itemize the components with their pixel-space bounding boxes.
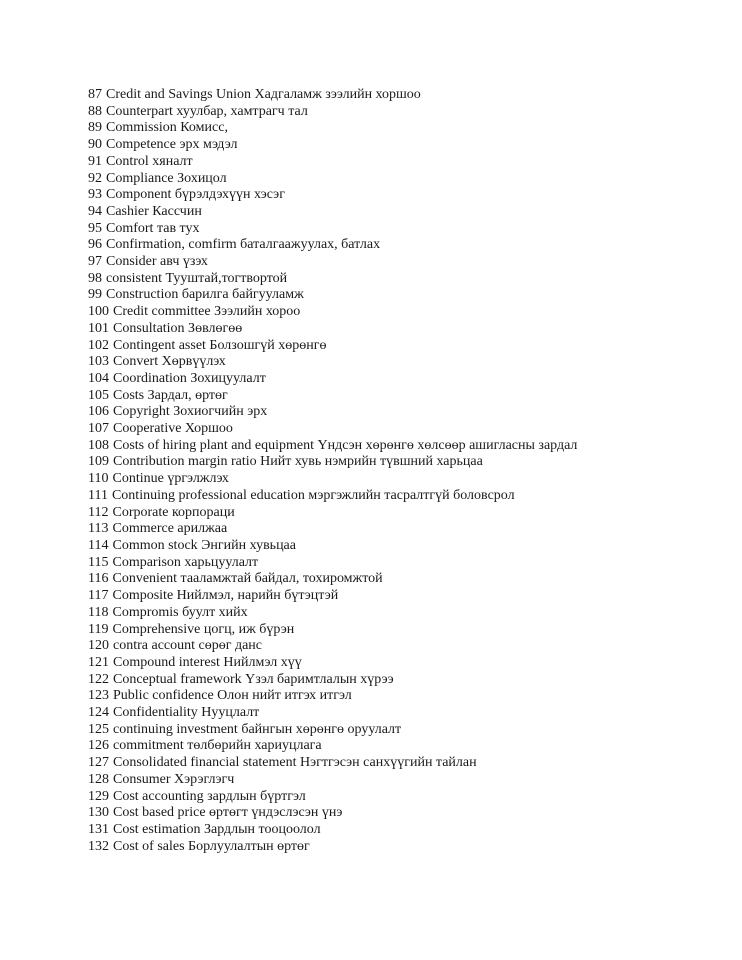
- glossary-entry: [88, 187, 577, 204]
- entry-number: 115: [88, 554, 109, 570]
- glossary-entry: [88, 488, 577, 505]
- glossary-entry: [88, 538, 577, 555]
- entry-number: 120: [88, 638, 109, 654]
- glossary-entry: [88, 454, 577, 471]
- glossary-entry: [88, 287, 577, 304]
- entry-number: 95: [88, 220, 102, 236]
- entry-text: Costs of hiring plant and equipment Үндсэн хөрөнгө хөлсөөр ашигласны зардал: [113, 437, 578, 453]
- entry-text: Corporate корпораци: [112, 504, 235, 520]
- entry-text: Confirmation, comfirm баталгаажуулах, батлах: [106, 237, 381, 253]
- entry-text: Convert Хөрвүүлэх: [113, 354, 226, 370]
- entry-text: Cost of sales Борлуулалтын өртөг: [113, 838, 310, 854]
- glossary-entry: [88, 154, 577, 171]
- glossary-entry: [88, 688, 577, 705]
- entry-text: Consolidated financial statement Нэгтгэсэн санхүүгийн тайлан: [113, 755, 477, 771]
- entry-text: Contribution margin ratio Нийт хувь нэмрийн түвшний харьцаа: [113, 454, 483, 470]
- entry-number: 107: [88, 421, 109, 437]
- glossary-entry: [88, 588, 577, 605]
- entry-text: Convenient тааламжтай байдал, тохиромжтой: [112, 571, 383, 587]
- entry-number: 92: [88, 170, 102, 186]
- entry-text: Continue үргэлжлэх: [112, 471, 229, 487]
- entry-text: Commission Комисс,: [106, 120, 228, 136]
- entry-text: Cost accounting зардлын бүртгэл: [113, 788, 306, 804]
- entry-number: 104: [88, 370, 109, 386]
- glossary-entry: [88, 839, 577, 856]
- entry-text: commitment төлбөрийн хариуцлага: [113, 738, 322, 754]
- entry-text: Counterpart хуулбар, хамтрагч тал: [106, 103, 308, 119]
- entry-text: Consultation Зөвлөгөө: [113, 320, 243, 336]
- entry-number: 116: [88, 571, 109, 587]
- entry-text: Compound interest Нийлмэл хүү: [113, 654, 302, 670]
- glossary-entry: [88, 354, 577, 371]
- entry-number: 109: [88, 454, 109, 470]
- entry-number: 114: [88, 537, 109, 553]
- entry-text: Copyright Зохиогчийн эрх: [113, 404, 268, 420]
- glossary-entry: [88, 605, 577, 622]
- entry-text: Cooperative Хоршоо: [113, 421, 233, 437]
- glossary-entry: [88, 789, 577, 806]
- entry-number: 101: [88, 320, 109, 336]
- entry-number: 91: [88, 153, 102, 169]
- entry-number: 108: [88, 437, 109, 453]
- entry-text: Compliance Зохицол: [106, 170, 227, 186]
- glossary-entry: [88, 555, 577, 572]
- entry-text: consistent Тууштай,тогтвортой: [106, 270, 288, 286]
- glossary-entry: [88, 571, 577, 588]
- glossary-entry: [88, 638, 577, 655]
- entry-text: Continuing professional education мэргэжлийн тасралтгүй боловсрол: [111, 487, 515, 503]
- entry-text: Comfort тав тух: [106, 220, 200, 236]
- glossary-entry: [88, 221, 577, 238]
- entry-number: 128: [88, 771, 109, 787]
- glossary-entry: [88, 321, 577, 338]
- entry-number: 103: [88, 354, 109, 370]
- entry-text: continuing investment байнгын хөрөнгө оруулалт: [113, 721, 402, 737]
- entry-text: Consider авч үзэх: [106, 254, 208, 270]
- entry-number: 94: [88, 203, 102, 219]
- entry-text: Confidentiality Нууцлалт: [113, 705, 260, 721]
- entry-text: Credit and Savings Union Хадгаламж зээлийн хоршоо: [106, 87, 421, 102]
- entry-number: 119: [88, 621, 109, 637]
- entry-number: 125: [88, 721, 109, 737]
- entry-number: 111: [88, 487, 108, 503]
- entry-number: 112: [88, 504, 109, 520]
- entry-text: Credit committee Зээлийн хороо: [113, 304, 301, 320]
- glossary-entry: [88, 471, 577, 488]
- glossary-entry: [88, 755, 577, 772]
- entry-number: 124: [88, 705, 109, 721]
- glossary-entry: [88, 438, 577, 455]
- entry-number: 87: [88, 87, 102, 102]
- entry-text: Competence эрх мэдэл: [106, 137, 238, 153]
- entry-text: Commerce арилжаа: [112, 521, 228, 537]
- entry-number: 127: [88, 755, 109, 771]
- entry-text: Control хяналт: [106, 153, 193, 169]
- glossary-entry: [88, 705, 577, 722]
- glossary-entry: [88, 505, 577, 522]
- entry-number: 100: [88, 304, 109, 320]
- entry-number: 129: [88, 788, 109, 804]
- entry-number: 93: [88, 187, 102, 203]
- glossary-entry: [88, 521, 577, 538]
- glossary-entry: [88, 404, 577, 421]
- entry-number: 113: [88, 521, 109, 537]
- entry-text: Consumer Хэрэглэгч: [113, 771, 235, 787]
- entry-text: Comprehensive цогц, иж бүрэн: [112, 621, 295, 637]
- glossary-entry: [88, 254, 577, 271]
- entry-text: Construction барилга байгууламж: [106, 287, 304, 303]
- entry-number: 126: [88, 738, 109, 754]
- entry-text: Composite Нийлмэл, нарийн бүтэцтэй: [112, 588, 339, 604]
- glossary-entry: [88, 87, 577, 104]
- entry-number: 90: [88, 137, 102, 153]
- entry-text: Conceptual framework Үзэл баримтлалын хүрээ: [113, 671, 394, 687]
- glossary-entry: [88, 237, 577, 254]
- glossary-entry: [88, 137, 577, 154]
- entry-number: 123: [88, 688, 109, 704]
- glossary-entry: [88, 271, 577, 288]
- entry-number: 99: [88, 287, 102, 303]
- entry-text: Cost estimation Зардлын тооцоолол: [113, 821, 321, 837]
- glossary-entry: [88, 388, 577, 405]
- entry-number: 131: [88, 821, 109, 837]
- glossary-entry: [88, 421, 577, 438]
- glossary-entry: [88, 805, 577, 822]
- entry-number: 130: [88, 805, 109, 821]
- entry-number: 121: [88, 654, 109, 670]
- entry-text: Compromis буулт хийх: [112, 604, 248, 620]
- entry-number: 118: [88, 604, 109, 620]
- entry-text: Coordination Зохицуулалт: [113, 370, 266, 386]
- entry-text: Public confidence Олон нийт итгэх итгэл: [113, 688, 352, 704]
- entry-text: Contingent asset Болзошгүй хөрөнгө: [113, 337, 327, 353]
- glossary-entry: [88, 822, 577, 839]
- entry-text: Cost based price өртөгт үндэслэсэн үнэ: [113, 805, 343, 821]
- entry-text: Component бүрэлдэхүүн хэсэг: [106, 187, 285, 203]
- glossary-entry: [88, 104, 577, 121]
- entry-number: 102: [88, 337, 109, 353]
- entry-number: 122: [88, 671, 109, 687]
- entry-number: 110: [88, 471, 109, 487]
- entry-text: Cashier Кассчин: [106, 203, 202, 219]
- glossary-entry: [88, 622, 577, 639]
- entry-number: 88: [88, 103, 102, 119]
- glossary-entry: [88, 171, 577, 188]
- entry-number: 105: [88, 387, 109, 403]
- entry-text: Comparison харьцуулалт: [112, 554, 259, 570]
- entry-number: 132: [88, 838, 109, 854]
- entry-number: 117: [88, 588, 109, 604]
- glossary-entry: [88, 672, 577, 689]
- glossary-entry: [88, 304, 577, 321]
- glossary-entry: [88, 722, 577, 739]
- entry-text: contra account сөрөг данс: [113, 638, 263, 654]
- entry-text: Common stock Энгийн хувьцаа: [112, 537, 296, 553]
- glossary-entry: [88, 120, 577, 137]
- glossary-entry: [88, 338, 577, 355]
- entry-number: 89: [88, 120, 102, 136]
- glossary-entry: [88, 772, 577, 789]
- entry-number: 96: [88, 237, 102, 253]
- glossary-list: [88, 87, 577, 855]
- glossary-entry: [88, 655, 577, 672]
- glossary-entry: [88, 371, 577, 388]
- entry-text: Costs Зардал, өртөг: [113, 387, 228, 403]
- entry-number: 98: [88, 270, 102, 286]
- entry-number: 106: [88, 404, 109, 420]
- entry-number: 97: [88, 254, 102, 270]
- glossary-entry: [88, 738, 577, 755]
- glossary-entry: [88, 204, 577, 221]
